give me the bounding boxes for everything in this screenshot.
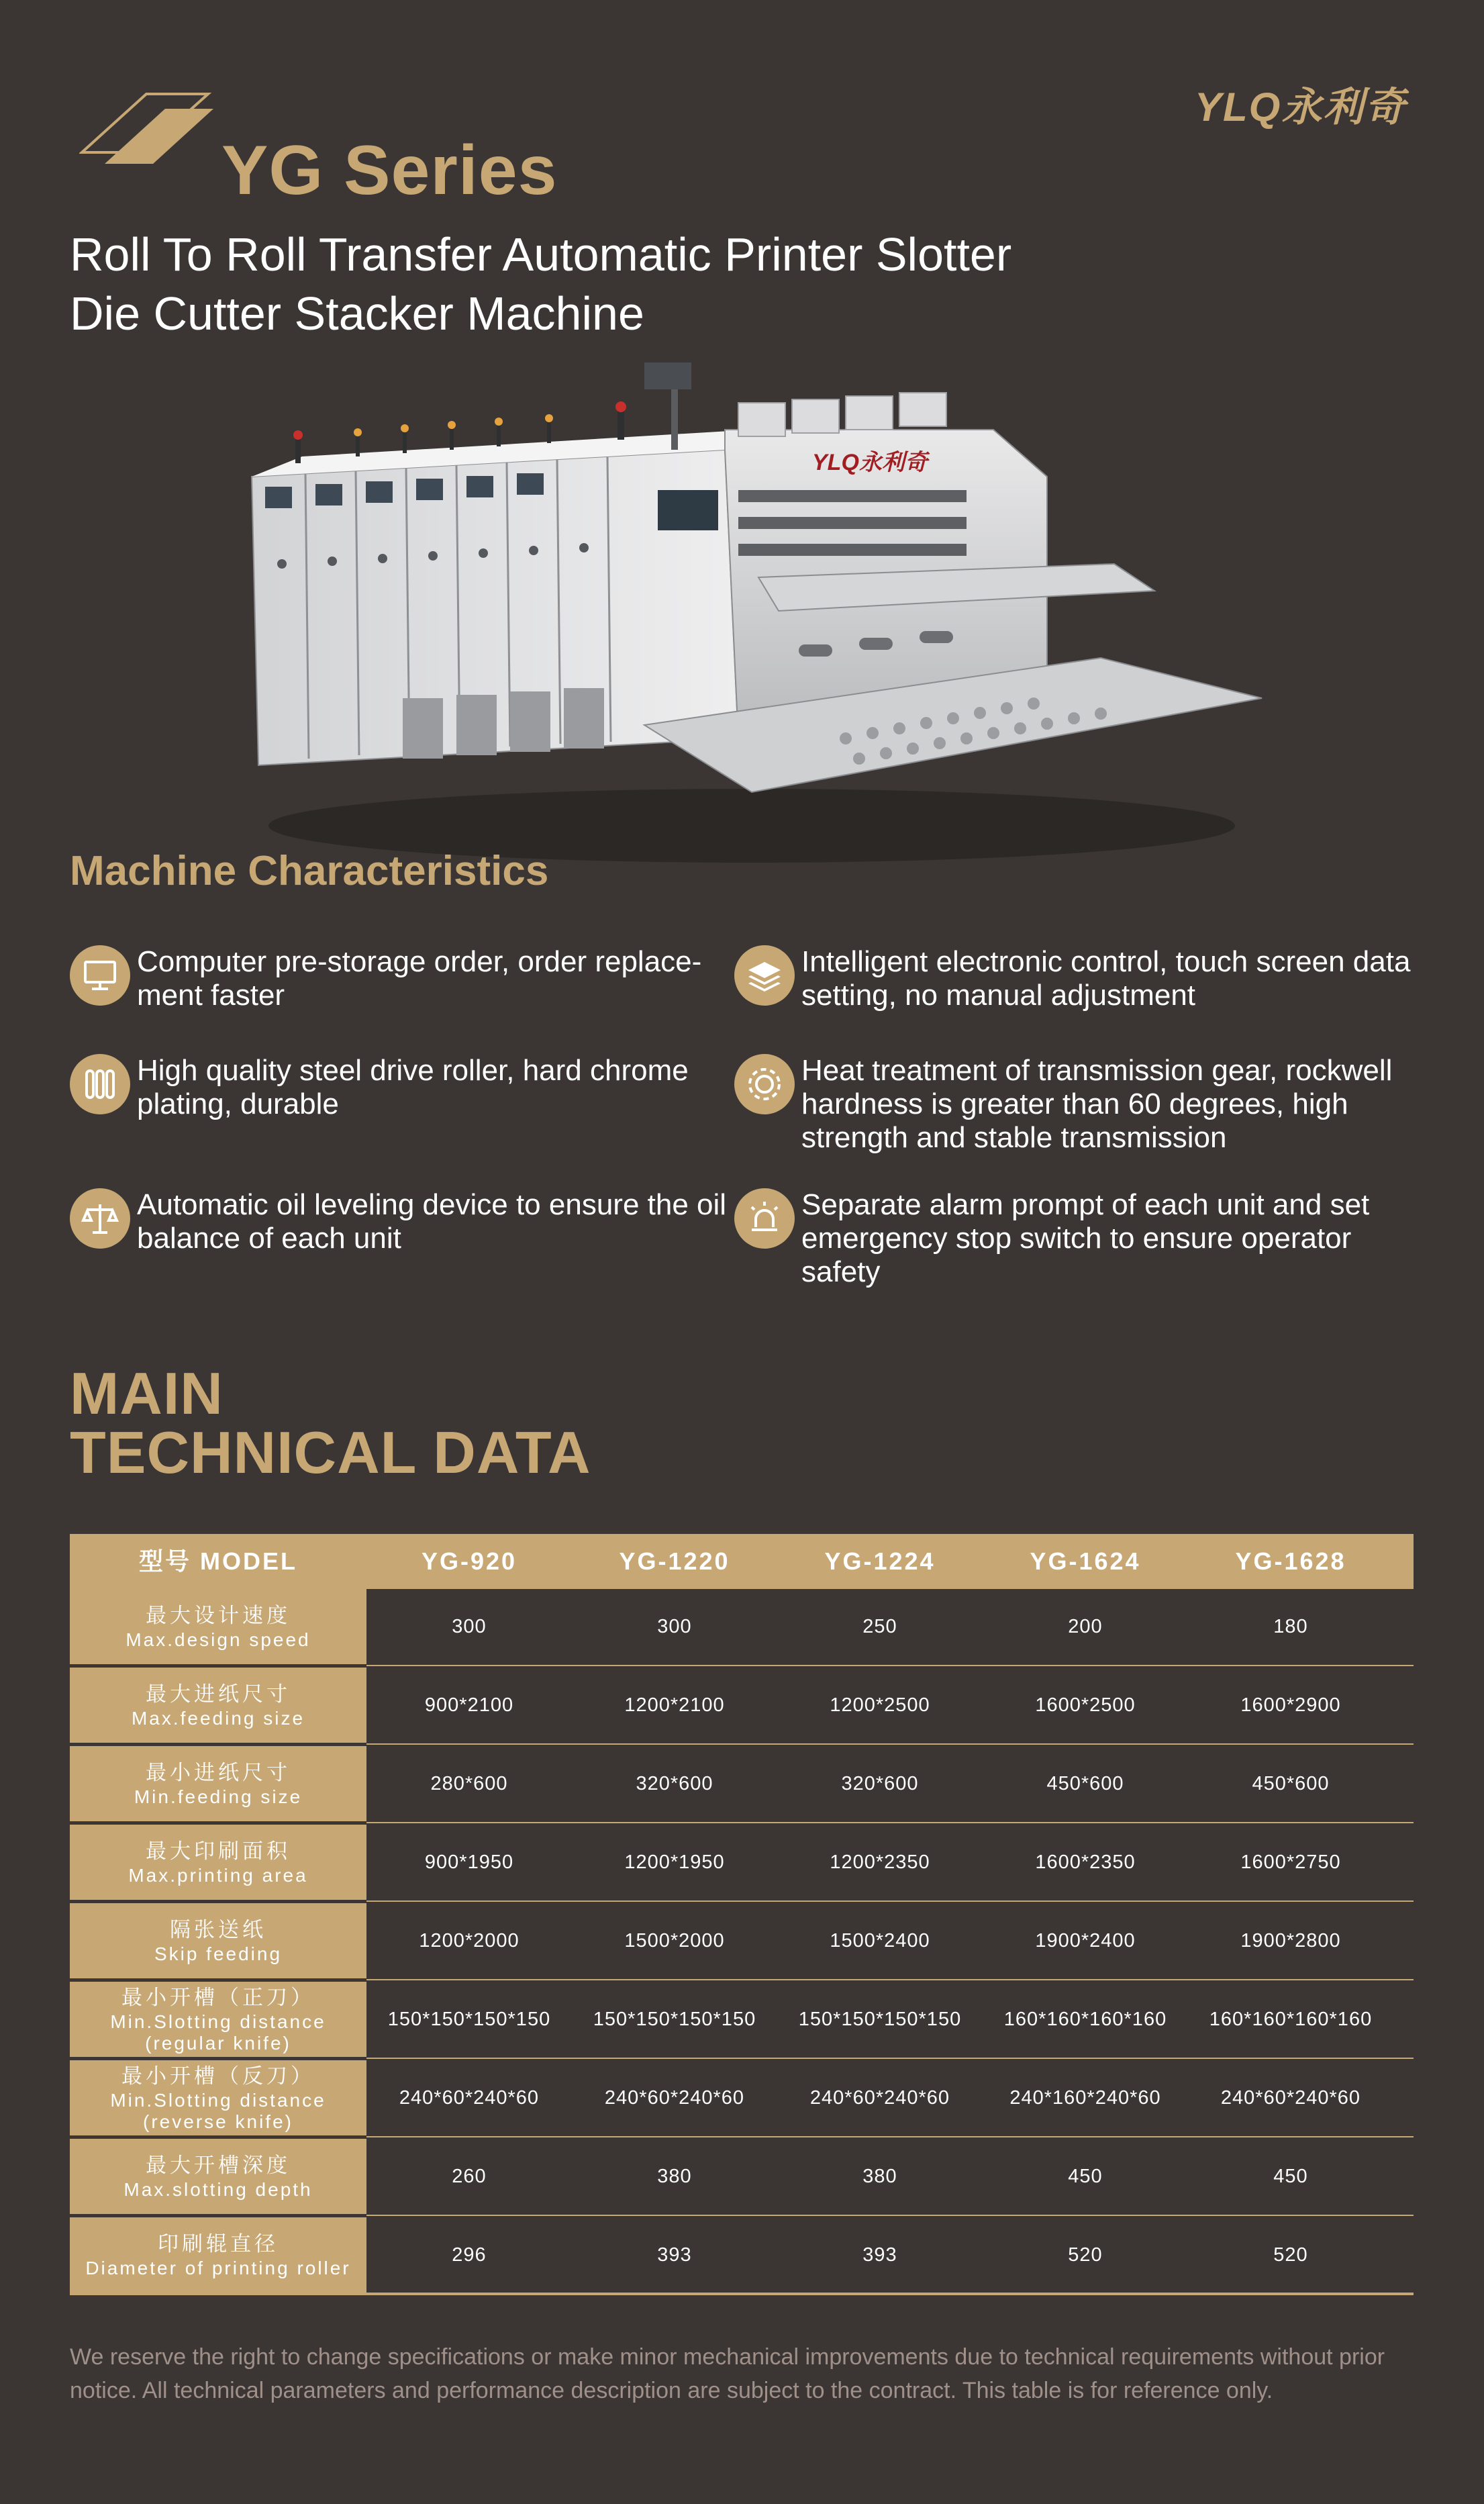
brand-logo: YLQ永利奇	[1195, 85, 1407, 130]
table-cell: 450	[1273, 2166, 1308, 2187]
table-row	[70, 2139, 1414, 2217]
row-label	[70, 2139, 366, 2214]
table-cell: 1200*1950	[624, 1851, 725, 1873]
table-cell: 296	[452, 2244, 487, 2266]
table-cell: 150*150*150*150	[593, 2009, 756, 2030]
table-cell: 1200*2000	[419, 1930, 520, 1952]
table-cell: 1500*2000	[624, 1930, 725, 1952]
row-label-en: Skip feeding	[154, 1943, 283, 1964]
table-cell: 900*2100	[424, 1694, 514, 1716]
row-label	[70, 1589, 366, 1664]
column-header: YG-1624	[1030, 1547, 1141, 1575]
row-label-en: Max.design speed	[126, 1629, 311, 1650]
table-cell: 240*60*240*60	[399, 2087, 540, 2109]
alarm-light-icon	[734, 1188, 795, 1249]
table-cell: 1600*2500	[1035, 1694, 1136, 1716]
row-label-en: Max.feeding size	[131, 1708, 305, 1729]
table-cell: 300	[657, 1616, 692, 1637]
table-header	[70, 1534, 1414, 1589]
column-header: 型号 MODEL	[139, 1547, 297, 1575]
row-label-zh: 最大进纸尺寸	[146, 1682, 291, 1706]
subtitle-line-1: Roll To Roll Transfer Automatic Printer Slotter	[70, 228, 1012, 281]
table-cell: 150*150*150*150	[387, 2009, 551, 2030]
table-bottom-rule	[70, 2293, 1414, 2295]
table-cell: 450	[1068, 2166, 1103, 2187]
table-row	[70, 1746, 1414, 1825]
row-label-en: Min.Slotting distance (reverse knife)	[110, 2090, 326, 2132]
row-divider	[366, 1665, 1414, 1666]
table-cell: 1600*2350	[1035, 1851, 1136, 1873]
row-divider	[366, 2136, 1414, 2137]
technical-title-line-2: TECHNICAL DATA	[70, 1419, 591, 1486]
table-cell: 260	[452, 2166, 487, 2187]
table-cell: 240*160*240*60	[1009, 2087, 1161, 2109]
table-cell: 200	[1068, 1616, 1103, 1637]
row-label-zh: 最大设计速度	[146, 1604, 291, 1627]
table-cell: 1900*2400	[1035, 1930, 1136, 1952]
table-cell: 240*60*240*60	[1220, 2087, 1361, 2109]
column-header: YG-1220	[619, 1547, 730, 1575]
row-label	[70, 1982, 366, 2057]
table-cell: 1900*2800	[1240, 1930, 1341, 1952]
table-row	[70, 1668, 1414, 1746]
technical-title	[70, 1360, 591, 1486]
series-logo-mark	[79, 89, 213, 169]
row-label-zh: 最小开槽（正刀）	[121, 1986, 315, 2009]
table-row	[70, 2217, 1414, 2296]
feature-text: Separate alarm prompt of each unit and set emergency stop switch to ensure operator safety	[801, 1188, 1370, 1288]
table-row	[70, 1982, 1414, 2060]
computer-icon	[70, 945, 130, 1006]
characteristics-title: Machine Characteristics	[70, 848, 549, 894]
technical-title-line-1: MAIN	[70, 1360, 224, 1427]
table-cell: 450*600	[1252, 1773, 1330, 1794]
table-cell: 520	[1068, 2244, 1103, 2266]
machine-illustration	[242, 363, 1275, 873]
footer-note: We reserve the right to change specifications or make minor mechanical improvements due to technical requirements without prior notice. All technical parameters and performance description are subject to the contract. This table is for reference only.	[70, 2344, 1385, 2403]
row-label-en: Min.Slotting distance (regular knife)	[110, 2011, 326, 2054]
row-divider	[366, 1743, 1414, 1745]
table-cell: 900*1950	[424, 1851, 514, 1873]
table-cell: 320*600	[841, 1773, 919, 1794]
table-row	[70, 2060, 1414, 2139]
row-label-en: Max.slotting depth	[123, 2179, 313, 2200]
row-divider	[366, 2058, 1414, 2059]
page-subtitle	[70, 225, 1211, 343]
roller-icon	[70, 1054, 130, 1114]
row-label-zh: 隔张送纸	[170, 1918, 266, 1941]
table-cell: 300	[452, 1616, 487, 1637]
table-cell: 240*60*240*60	[809, 2087, 950, 2109]
row-divider	[366, 1979, 1414, 1980]
row-label-zh: 最小开槽（反刀）	[121, 2064, 315, 2088]
feature-text: High quality steel drive roller, hard chrome plating, durable	[137, 1054, 689, 1120]
layers-icon	[734, 945, 795, 1006]
table-cell: 1200*2500	[830, 1694, 930, 1716]
table-cell: 1200*2350	[830, 1851, 930, 1873]
row-divider	[366, 1822, 1414, 1823]
table-cell: 380	[862, 2166, 897, 2187]
column-header: YG-920	[421, 1547, 517, 1575]
feature-text: Automatic oil leveling device to ensure the oil balance of each unit	[137, 1188, 727, 1255]
row-divider	[366, 1900, 1414, 1902]
series-title: YG Series	[221, 132, 558, 209]
row-label-zh: 最小进纸尺寸	[146, 1761, 291, 1784]
row-label-en: Max.printing area	[128, 1865, 308, 1886]
row-label-zh: 印刷辊直径	[158, 2232, 279, 2256]
row-divider	[366, 2215, 1414, 2216]
table-cell: 320*600	[636, 1773, 713, 1794]
table-cell: 1200*2100	[624, 1694, 725, 1716]
row-label	[70, 1903, 366, 1978]
feature-text: Heat treatment of transmission gear, rockwell hardness is greater than 60 degrees, high strength and stable transmission	[801, 1054, 1393, 1154]
table-cell: 393	[657, 2244, 692, 2266]
table-cell: 1500*2400	[830, 1930, 930, 1952]
table-cell: 393	[862, 2244, 897, 2266]
table-cell: 380	[657, 2166, 692, 2187]
table-cell: 280*600	[430, 1773, 508, 1794]
table-row	[70, 1589, 1414, 1668]
gear-icon	[734, 1054, 795, 1114]
row-label	[70, 1746, 366, 1821]
row-label-zh: 最大开槽深度	[146, 2154, 291, 2177]
table-cell: 150*150*150*150	[798, 2009, 962, 2030]
table-cell: 250	[862, 1616, 897, 1637]
table-row	[70, 1903, 1414, 1982]
table-cell: 1600*2750	[1240, 1851, 1341, 1873]
table-cell: 1600*2900	[1240, 1694, 1341, 1716]
subtitle-line-2: Die Cutter Stacker Machine	[70, 287, 644, 340]
table-row	[70, 1825, 1414, 1903]
machine-brand-label: YLQ永利奇	[812, 450, 928, 475]
table-cell: 160*160*160*160	[1003, 2009, 1167, 2030]
row-label	[70, 2060, 366, 2135]
feature-text: Intelligent electronic control, touch screen data setting, no manual adjustment	[801, 945, 1411, 1012]
row-label-en: Min.feeding size	[134, 1786, 303, 1807]
column-header: YG-1628	[1235, 1547, 1346, 1575]
feature-text: Computer pre-storage order, order replace-ment faster	[137, 945, 702, 1012]
table-cell: 180	[1273, 1616, 1308, 1637]
table-cell: 240*60*240*60	[604, 2087, 745, 2109]
balance-scale-icon	[70, 1188, 130, 1249]
table-cell: 450*600	[1046, 1773, 1124, 1794]
column-header: YG-1224	[824, 1547, 936, 1575]
table-cell: 520	[1273, 2244, 1308, 2266]
row-label	[70, 2217, 366, 2293]
row-label	[70, 1825, 366, 1900]
row-label-zh: 最大印刷面积	[146, 1839, 291, 1863]
table-cell: 160*160*160*160	[1209, 2009, 1373, 2030]
row-label	[70, 1668, 366, 1743]
row-label-en: Diameter of printing roller	[85, 2258, 351, 2278]
